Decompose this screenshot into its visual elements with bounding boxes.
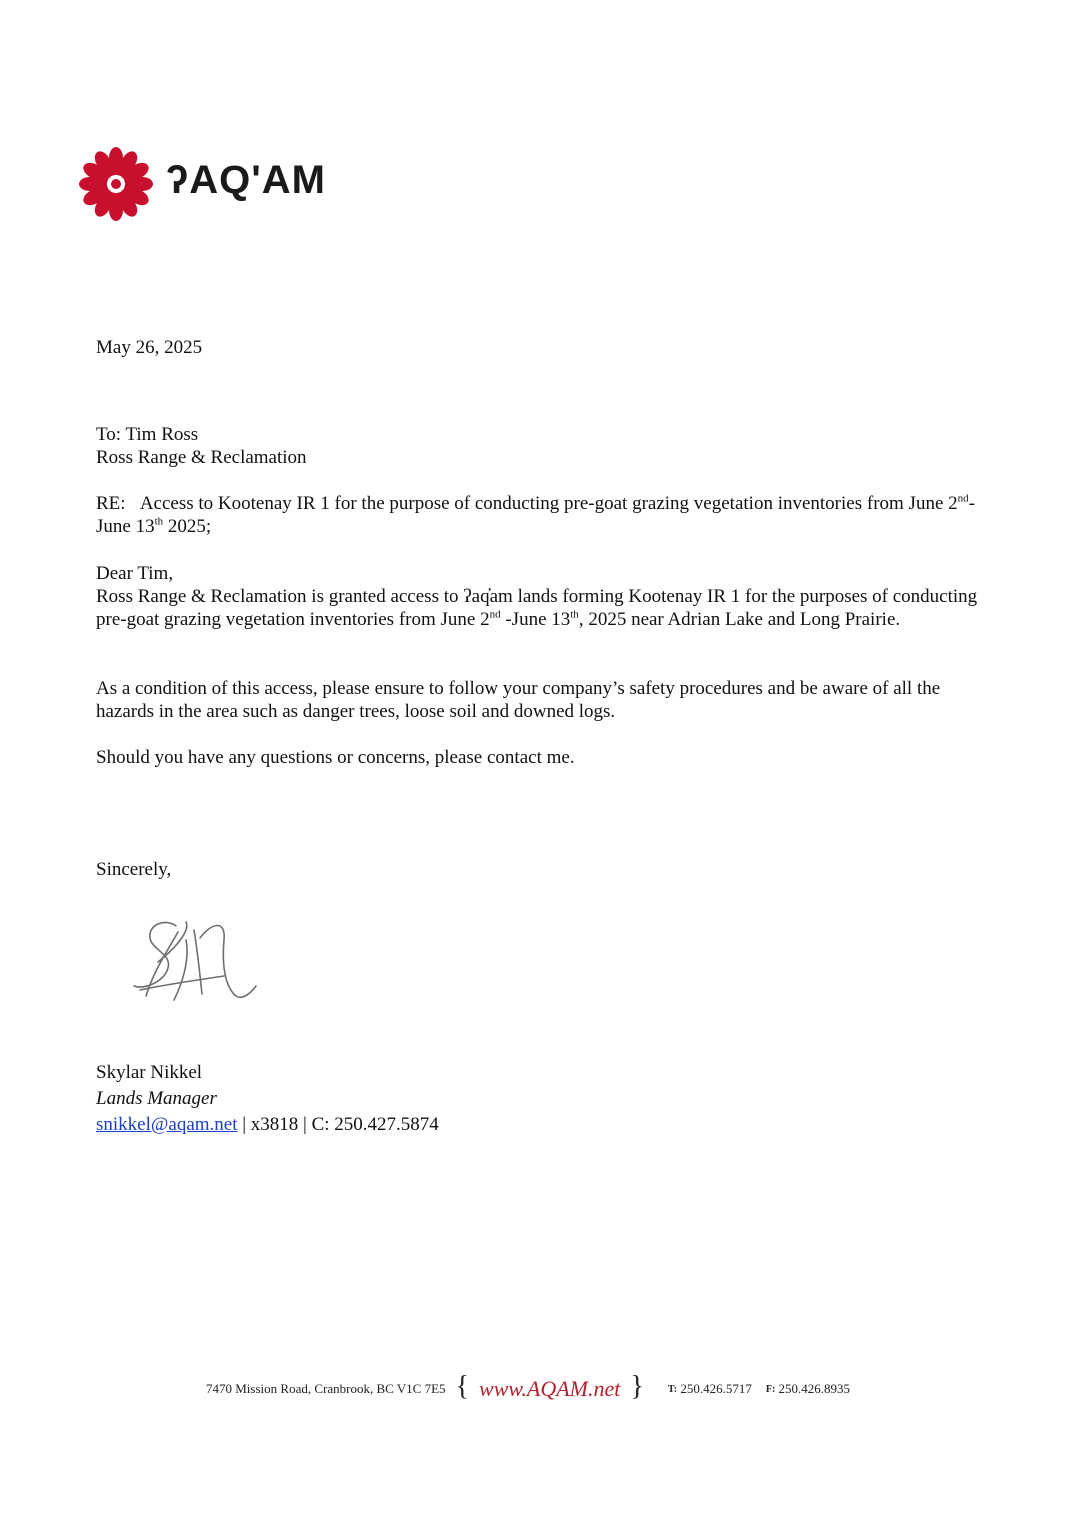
logo: [74, 142, 334, 226]
body-paragraph-safety: As a condition of this access, please ensure to follow your company’s safety procedures and be aware of all the hazards in the area such as danger trees, loose soil and downed logs.: [96, 678, 941, 722]
closing: Sincerely,: [96, 859, 172, 880]
signer-contact: [96, 1113, 439, 1136]
signer-name: Skylar Nikkel: [96, 1062, 203, 1083]
letter-date: May 26, 2025: [96, 337, 203, 358]
footer-website-link[interactable]: www.AQAM.net: [479, 1376, 621, 1401]
phone-info: | x3818 | C: 250.427.5874: [237, 1114, 439, 1135]
email-link[interactable]: snikkel@aqam.net: [96, 1114, 238, 1135]
footer: [206, 1372, 886, 1406]
phone-label: T:: [667, 1383, 678, 1395]
subject-line: RE: Access to Kootenay IR 1 for the purpose of conducting pre-goat grazing vegetation inventories from June 2nd-June 13th 2025;: [96, 492, 975, 537]
subject-prefix: RE:: [96, 493, 126, 514]
recipient-company: Ross Range & Reclamation: [96, 447, 307, 468]
signer-title: Lands Manager: [96, 1088, 217, 1109]
subject-text: Access to Kootenay IR 1 for the purpose of conducting pre-goat grazing vegetation inventories from June 2: [139, 493, 958, 514]
footer-phone: 250.426.5717: [680, 1381, 752, 1396]
greeting: Dear Tim,: [96, 563, 174, 584]
footer-fax: 250.426.8935: [778, 1381, 851, 1396]
footer-address: 7470 Mission Road, Cranbrook, BC V1C 7E5: [206, 1381, 446, 1396]
flower-logo-icon: [74, 142, 158, 226]
brace-close: }: [630, 1371, 644, 1402]
recipient-name: To: Tim Ross: [96, 424, 199, 445]
body-paragraph-contact: Should you have any questions or concerns, please contact me.: [96, 747, 575, 768]
brace-open: {: [455, 1371, 470, 1402]
logo-wordmark: ʔAQ'AM: [166, 158, 326, 202]
fax-label: F:: [765, 1383, 776, 1395]
handwritten-signature: [128, 910, 268, 1010]
body-paragraph-access: Ross Range & Reclamation is granted access to ʔaq̓am lands forming Kootenay IR 1 for the purposes of conducting pre-goat grazing vegetation inventories from June 2nd -June 13th, 2025 near Adrian Lake and Long Prairie.: [96, 586, 978, 630]
